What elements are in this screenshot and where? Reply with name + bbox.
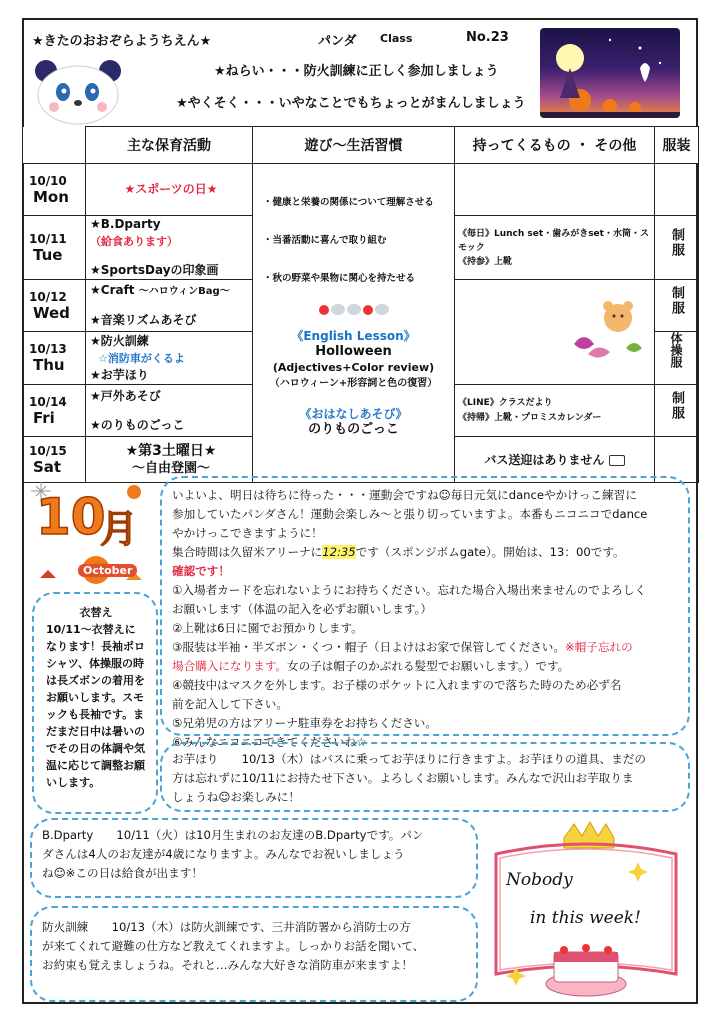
header-habits: 遊び～生活習慣 — [253, 127, 455, 164]
items-wed-thu — [455, 280, 655, 385]
bday-note: B.Dparty 10/11（火）は10月生まれのお友達のB.Dpartyです。パン ダさんは4人のお友達が4歳になりますよ。みんなでお祝いしましょう ね☺※この日は給食が出ます！ — [42, 828, 424, 880]
bear-autumn-illustration — [566, 294, 646, 364]
panda-illustration — [30, 55, 130, 125]
potato-note: お芋ほり 10/13（木）はバスに乗ってお芋ほりに行きますよ。お芋ほりの道具、まだの 方は忘れずに10/11にお持たせ下さい。よろしくお願いします。みんなで沢山お芋取りま しょうね☺お楽しみに！ — [172, 752, 646, 804]
clothing-tue: 制服 — [655, 216, 699, 280]
month-number: 10 — [36, 488, 106, 546]
activity-tue: ★B.Dparty （給食あります） ★SportsDayの印象画 — [86, 216, 253, 280]
clothing-thu: 体操服 — [655, 332, 699, 385]
day-cell-thu: 10/13 Thu — [23, 332, 86, 385]
start-time: 12:35 — [322, 545, 356, 559]
habit-3: ・秋の野菜や果物に関心を持たせる — [263, 273, 416, 284]
story-title: 《おはなしあそび》 — [299, 407, 408, 421]
table-header-row — [23, 127, 699, 164]
items-fri: 《LINE》クラスだより 《持帰》上靴・プロミスカレンダー — [455, 385, 655, 437]
class-label: Class — [380, 32, 413, 45]
month-english: October — [78, 564, 137, 577]
items-mon — [455, 164, 655, 216]
activity-mon: ★スポーツの日★ — [86, 164, 253, 216]
story-topic: のりものごっこ — [308, 422, 399, 437]
day-cell-mon: 10/10 Mon — [23, 164, 86, 216]
header-items: 持ってくるもの ・ その他 — [455, 127, 655, 164]
header-empty — [23, 127, 86, 164]
activity-sat: ★第3土曜日★ ～自由登園～ — [86, 437, 253, 483]
sports-note: いよいよ、明日は待ちに待った・・・運動会ですね☺毎日元気にdanceやかけっこ練習に 参加していたパンダさん！運動会楽しみ～と張り切っていますよ。本番もニコニコでdance やかけっこできますように！ 集合時間は久留米アリーナに12:35です（スポンジボムgate）。開始は、13：00です。 確認です！ ①入場者カードを忘れないようにお持ちください。忘れた場合入場出来ませんのでよろしく お願いします（体温の記入を必ずお願いします。） ②上靴は6日に園でお預かりします。 ③服装は半袖・半ズボン・くつ・帽子（日よけはお家で保管してください。※帽子忘れの 場合購入になります。女の子は帽子のかぶれる髪型でお願いします。）です。 ④競技中はマスクを外します。お子様のポケットに入れますので落ちた時のため必ず名 前を記入して下さい。 ⑤兄弟児の方はアリーナ駐車券をお持ちください。 ⑥みんなニコニコできてくださいね☆ — [172, 488, 648, 749]
birthday-card-line1: Nobody — [506, 870, 573, 890]
day-cell-fri: 10/14 Fri — [23, 385, 86, 437]
items-sat: バス送迎はありません — [455, 437, 655, 483]
english-topic: Holloween — [315, 344, 392, 359]
activity-fri: ★戸外あそび ★のりものごっこ — [86, 385, 253, 437]
birthday-card-line2: in this week! — [530, 908, 641, 928]
clothes-note-title: 衣替え — [79, 606, 113, 619]
class-name: パンダ — [318, 34, 357, 49]
halloween-illustration — [540, 28, 680, 118]
bus-icon — [609, 455, 625, 466]
clothes-note — [46, 604, 146, 791]
issue-number: No.23 — [466, 30, 509, 45]
table-row — [23, 164, 699, 216]
header-activities: 主な保育活動 — [86, 127, 253, 164]
cake-text: HAPPY BIRTHDAY — [558, 964, 607, 970]
school-name: ★きたのおおぞらようちえん★ — [32, 34, 212, 49]
weekly-schedule-table — [22, 126, 699, 483]
promise-text: ★やくそく・・・いやなことでもちょっとがまんしましょう — [176, 96, 526, 111]
activity-wed: ★Craft ～ハロウィンBag～ ★音楽リズムあそび — [86, 280, 253, 332]
clothing-wed: 制服 — [655, 280, 699, 332]
english-sub-jp: （ハロウィーン+形容詞と色の復習） — [269, 378, 438, 389]
activity-thu: ★防火訓練 ☆消防車がくるよ ★お芋ほり — [86, 332, 253, 385]
habit-1: ・健康と栄養の関係について理解させる — [263, 197, 434, 208]
english-sub: (Adjectives+Color review) — [272, 361, 435, 374]
habit-2: ・当番活動に喜んで取り組む — [263, 235, 387, 246]
aim-text: ★ねらい・・・防火訓練に正しく参加しましょう — [214, 64, 499, 79]
clothing-mon — [655, 164, 699, 216]
month-kanji: 月 — [100, 507, 139, 551]
header-clothing: 服装 — [655, 127, 699, 164]
fire-drill-note: 防火訓練 10/13（木）は防火訓練です、三井消防署から消防士の方 が来てくれて避難の仕方など教えてくれますよ。しっかりお話を聞いて、 お約束も覚えましょうね。それと…みんな大好きな消防車が来ますよ！ — [42, 920, 425, 972]
clothing-fri: 制服 — [655, 385, 699, 437]
habits-cell — [253, 164, 455, 483]
day-cell-tue: 10/11 Tue — [23, 216, 86, 280]
english-lesson-title: 《English Lesson》 — [291, 329, 416, 343]
clothes-note-body: 10/11～衣替えになります！長袖ポロシャツ、体操服の時は長ズボンの着用をお願いします。スモックも長袖です。まだまだ日中は暑いのでその日の体調や気温に応じて調整お願いします。 — [46, 623, 145, 789]
day-cell-sat: 10/15 Sat — [23, 437, 86, 483]
fruit-mice-illustration — [253, 304, 454, 318]
items-tue: 《毎日》Lunch set・歯みがきset・水筒・スモック 《持参》上靴 — [455, 216, 655, 280]
day-cell-wed: 10/12 Wed — [23, 280, 86, 332]
